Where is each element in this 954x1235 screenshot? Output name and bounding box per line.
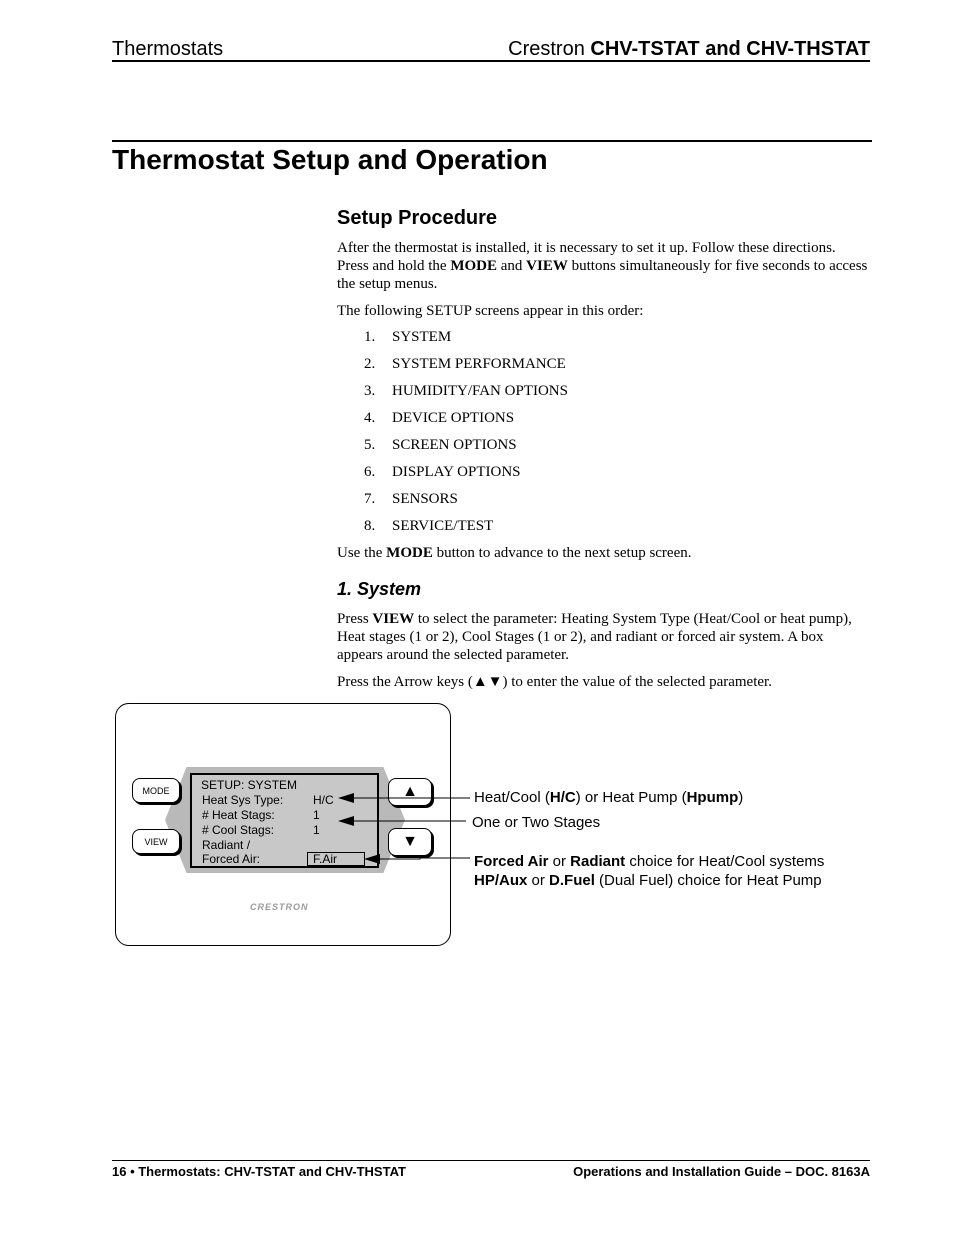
list-label: SERVICE/TEST (392, 518, 494, 534)
section-title: Thermostat Setup and Operation (112, 144, 548, 175)
arrowhead-forced-air (364, 854, 380, 864)
list-number: 7. (364, 491, 376, 507)
text-run: button to advance to the next setup screen. (432, 545, 692, 561)
bold-mode: MODE (450, 258, 497, 274)
callout-stages: One or Two Stages (472, 814, 601, 831)
footer-right: Operations and Installation Guide – DOC. 8163A (573, 1164, 870, 1179)
setup-screens-intro: The following SETUP screens appear in this order: (337, 303, 644, 319)
text-run: (Dual Fuel) choice for Heat Pump (594, 872, 822, 889)
list-number: 6. (364, 464, 376, 480)
page-footer (112, 1160, 870, 1179)
list-label: DISPLAY OPTIONS (392, 464, 521, 480)
header-right-bold: CHV-TSTAT and CHV-THSTAT (590, 38, 870, 60)
bold-hc: H/C (549, 789, 576, 806)
down-arrow-icon: ▼ (402, 833, 418, 850)
callout-hp-aux (474, 871, 822, 891)
list-number: 3. (364, 383, 376, 399)
text-run: Press (337, 611, 373, 627)
header-right-prefix: Crestron (508, 38, 591, 60)
list-number: 1. (364, 329, 376, 345)
up-arrow-icon: ▲ (402, 783, 418, 800)
list-label: SYSTEM PERFORMANCE (392, 356, 566, 372)
text-run: or (527, 872, 550, 889)
screen-row-label: # Cool Stags: (202, 823, 275, 837)
list-number: 8. (364, 518, 376, 534)
screen-title: SETUP: SYSTEM (201, 778, 298, 792)
bold-radiant: Radiant (570, 853, 626, 870)
list-number: 2. (364, 356, 376, 372)
text-run: Heat/Cool ( (474, 789, 550, 806)
list-number: 4. (364, 410, 376, 426)
arrow-keys-paragraph: Press the Arrow keys (▲▼) to enter the value of the selected parameter. (337, 674, 772, 690)
bold-hpump: Hpump (686, 789, 739, 806)
screen-row-value: 1 (313, 823, 320, 837)
screen-row-label: Radiant / (202, 838, 251, 852)
screen-row-label: Forced Air: (202, 852, 261, 866)
crestron-logo: CRESTRON (250, 902, 309, 912)
arrowhead-heatcool (338, 793, 354, 803)
list-label: DEVICE OPTIONS (392, 410, 515, 426)
callout-line-forced-air (380, 858, 470, 859)
selected-parameter-box: F.Air (307, 852, 365, 866)
bold-forced-air: Forced Air (474, 853, 549, 870)
screen-row-label: Heat Sys Type: (202, 793, 284, 807)
bold-d-fuel: D.Fuel (549, 872, 595, 889)
text-run: to select the parameter: Heating System Type (Heat/Cool or heat pump), Heat stages (1 or 2), Cool Stages (1 or 2), and radiant or forced air system. A box appears around the selected parameter. (337, 611, 852, 663)
bold-view: VIEW (372, 611, 415, 627)
bold-mode: MODE (386, 545, 433, 561)
text-run: After the thermostat is installed, it is necessary to set it up. Follow these directions. Press and hold the (337, 240, 836, 274)
callout-forced-radiant (474, 852, 824, 872)
screen-row-value: 1 (313, 808, 320, 822)
list-label: SYSTEM (392, 329, 452, 345)
bold-hp-aux: HP/Aux (474, 872, 528, 889)
header-left: Thermostats (112, 38, 224, 60)
arrowhead-stages (338, 816, 354, 826)
list-label: SENSORS (392, 491, 458, 507)
text-run: ) or Heat Pump ( (575, 789, 687, 806)
text-run: choice for Heat/Cool systems (625, 853, 825, 870)
view-button[interactable]: VIEW (132, 829, 180, 854)
text-run: and (497, 258, 527, 274)
list-label: SCREEN OPTIONS (392, 437, 517, 453)
screen-row-label: # Heat Stags: (202, 808, 275, 822)
text-run: buttons simultaneously for five seconds to access the setup menus. (337, 258, 868, 292)
mode-button[interactable]: MODE (132, 778, 180, 803)
screen-row-value: H/C (313, 793, 334, 807)
callout-heat-cool (474, 788, 743, 808)
text-run: ) (738, 789, 744, 806)
footer-left: 16 • Thermostats: CHV-TSTAT and CHV-THSTAT (112, 1164, 406, 1179)
list-label: HUMIDITY/FAN OPTIONS (392, 383, 568, 399)
text-run: or (548, 853, 571, 870)
setup-heading: Setup Procedure (337, 207, 498, 229)
text-run: Use the (337, 545, 387, 561)
system-heading: 1. System (337, 579, 422, 599)
bold-view: VIEW (526, 258, 568, 274)
list-number: 5. (364, 437, 376, 453)
